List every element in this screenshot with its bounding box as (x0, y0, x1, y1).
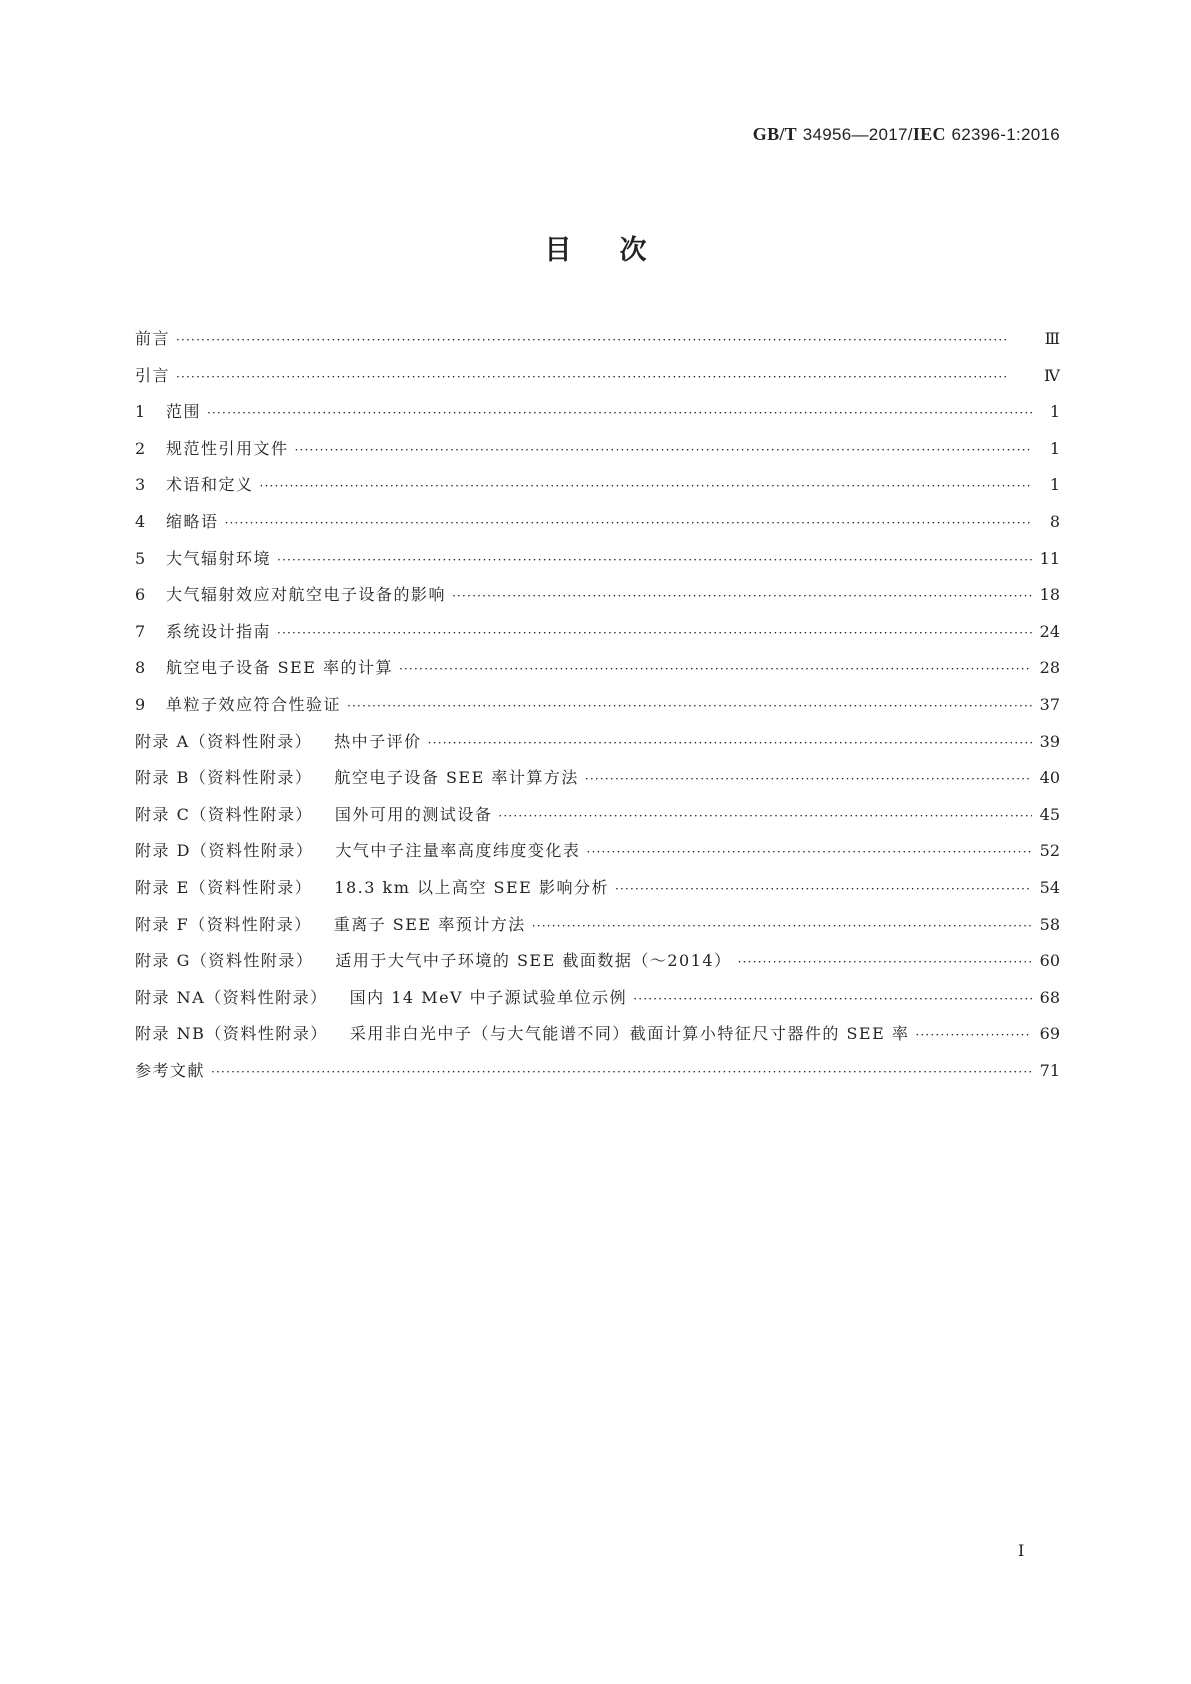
toc-entry[interactable] (135, 546, 1060, 583)
toc-entry-label: 航空电子设备 SEE 率计算方法 (334, 768, 579, 788)
dot-leader (532, 919, 1032, 933)
std-prefix: GB/T (752, 124, 797, 144)
toc-entry-page: 8 (1049, 511, 1060, 531)
toc-entry[interactable] (135, 472, 1060, 509)
dot-leader (452, 589, 1032, 603)
toc-entry-page: 1 (1049, 438, 1060, 458)
toc-entry[interactable] (135, 326, 1060, 363)
toc-entry-label: 缩略语 (166, 511, 219, 531)
toc-entry-label: 单粒子效应符合性验证 (166, 694, 342, 714)
toc-entry-page: 60 (1039, 951, 1060, 971)
dot-leader (399, 662, 1032, 676)
dot-leader (585, 772, 1032, 786)
toc-entry-page: 39 (1039, 731, 1060, 751)
toc-entry-label: 国外可用的测试设备 (334, 804, 493, 824)
dot-leader (586, 845, 1032, 859)
dot-leader (738, 955, 1032, 969)
toc-entry-number: 附录 E（资料性附录） (135, 877, 313, 897)
toc-entry-page: 1 (1049, 475, 1060, 495)
toc-entry[interactable] (135, 802, 1060, 839)
toc-entry[interactable] (135, 912, 1060, 949)
toc-entry[interactable] (135, 436, 1060, 473)
toc-entry-label: 重离子 SEE 率预计方法 (333, 914, 526, 934)
toc-entry[interactable] (135, 1021, 1060, 1058)
toc-entry[interactable] (135, 875, 1060, 912)
toc-entry[interactable] (135, 619, 1060, 656)
dot-leader (277, 553, 1032, 567)
toc-entry-number: 1 (135, 402, 146, 422)
toc-entry-number: 附录 B（资料性附录） (135, 768, 313, 788)
dot-leader (176, 333, 1032, 347)
toc-entry-label: 大气辐射环境 (166, 548, 272, 568)
dot-leader (295, 443, 1032, 457)
toc-entry-label: 18.3 km 以上高空 SEE 影响分析 (334, 877, 609, 897)
dot-leader (207, 406, 1032, 420)
std-number: 34956—2017/ (802, 125, 913, 144)
dot-leader (915, 1028, 1032, 1042)
dot-leader (428, 736, 1032, 750)
standard-code (753, 124, 1060, 145)
toc-entry[interactable] (135, 1058, 1060, 1095)
toc-entry-number: 附录 C（资料性附录） (135, 804, 313, 824)
toc-entry-label: 航空电子设备 SEE 率的计算 (166, 658, 393, 678)
toc-entry-page: 24 (1039, 621, 1060, 641)
toc-entry[interactable] (135, 399, 1060, 436)
toc-entry-page: 54 (1039, 877, 1060, 897)
page-number: I (1018, 1541, 1025, 1560)
toc-entry-number: 2 (135, 438, 146, 458)
dot-leader (225, 516, 1032, 530)
table-of-contents (135, 326, 1060, 1094)
toc-entry-label: 规范性引用文件 (166, 438, 289, 458)
toc-entry-page: 45 (1039, 804, 1060, 824)
toc-entry-page: 40 (1039, 768, 1060, 788)
toc-entry-number: 6 (135, 585, 146, 605)
dot-leader (347, 699, 1032, 713)
dot-leader (498, 809, 1032, 823)
toc-entry-page: 28 (1039, 658, 1060, 678)
toc-entry-number: 附录 NA（资料性附录） (135, 987, 328, 1007)
toc-entry-page: 58 (1039, 914, 1060, 934)
toc-entry-label: 热中子评价 (334, 731, 422, 751)
toc-entry[interactable] (135, 985, 1060, 1022)
toc-entry[interactable] (135, 765, 1060, 802)
toc-entry-number: 附录 A（资料性附录） (135, 731, 313, 751)
toc-entry[interactable] (135, 729, 1060, 766)
page-title: 目次 (544, 235, 695, 266)
toc-entry-label: 前言 (135, 329, 171, 348)
toc-entry-label: 参考文献 (135, 1060, 206, 1080)
toc-entry-page: 68 (1039, 987, 1060, 1007)
toc-entry-label: 采用非白光中子（与大气能谱不同）截面计算小特征尺寸器件的 SEE 率 (349, 1024, 910, 1044)
toc-entry-number: 5 (135, 548, 146, 568)
toc-entry-number: 附录 F（资料性附录） (135, 914, 312, 934)
toc-entry-page: 1 (1049, 402, 1060, 422)
dot-leader (260, 479, 1032, 493)
dot-leader (633, 992, 1032, 1006)
toc-entry[interactable] (135, 692, 1060, 729)
dot-leader (277, 626, 1032, 640)
toc-entry-page: 52 (1039, 841, 1060, 861)
iec-prefix: IEC (912, 124, 946, 144)
toc-entry-page: 69 (1039, 1024, 1060, 1044)
toc-entry-number: 3 (135, 475, 146, 495)
toc-entry[interactable] (135, 655, 1060, 692)
toc-entry-label: 术语和定义 (166, 475, 254, 495)
toc-entry-page: 18 (1039, 585, 1060, 605)
dot-leader (615, 882, 1032, 896)
toc-entry-number: 附录 G（资料性附录） (135, 951, 314, 971)
toc-entry-page: 37 (1039, 694, 1060, 714)
toc-entry-number: 4 (135, 511, 146, 531)
toc-entry-label: 国内 14 MeV 中子源试验单位示例 (349, 987, 628, 1007)
toc-entry[interactable] (135, 363, 1060, 400)
toc-entry-page: Ⅳ (1044, 365, 1060, 385)
toc-entry-page: Ⅲ (1044, 329, 1060, 348)
toc-entry-number: 附录 NB（资料性附录） (135, 1024, 328, 1044)
toc-entry-number: 9 (135, 694, 146, 714)
iec-number: 62396-1:2016 (951, 125, 1060, 144)
toc-entry-number: 附录 D（资料性附录） (135, 841, 314, 861)
toc-entry[interactable] (135, 582, 1060, 619)
dot-leader (211, 1065, 1032, 1079)
toc-entry[interactable] (135, 838, 1060, 875)
toc-entry[interactable] (135, 948, 1060, 985)
toc-entry-page: 11 (1039, 548, 1060, 568)
toc-entry[interactable] (135, 509, 1060, 546)
toc-entry-page: 71 (1039, 1060, 1060, 1080)
toc-entry-label: 适用于大气中子环境的 SEE 截面数据（～2014） (335, 951, 732, 971)
toc-entry-label: 大气中子注量率高度纬度变化表 (335, 841, 581, 861)
toc-entry-label: 引言 (135, 365, 171, 385)
toc-entry-number: 8 (135, 658, 146, 678)
toc-entry-label: 系统设计指南 (166, 621, 272, 641)
dot-leader (176, 370, 1032, 384)
toc-entry-label: 大气辐射效应对航空电子设备的影响 (166, 585, 447, 605)
toc-entry-label: 范围 (166, 402, 202, 422)
toc-entry-number: 7 (135, 621, 146, 641)
